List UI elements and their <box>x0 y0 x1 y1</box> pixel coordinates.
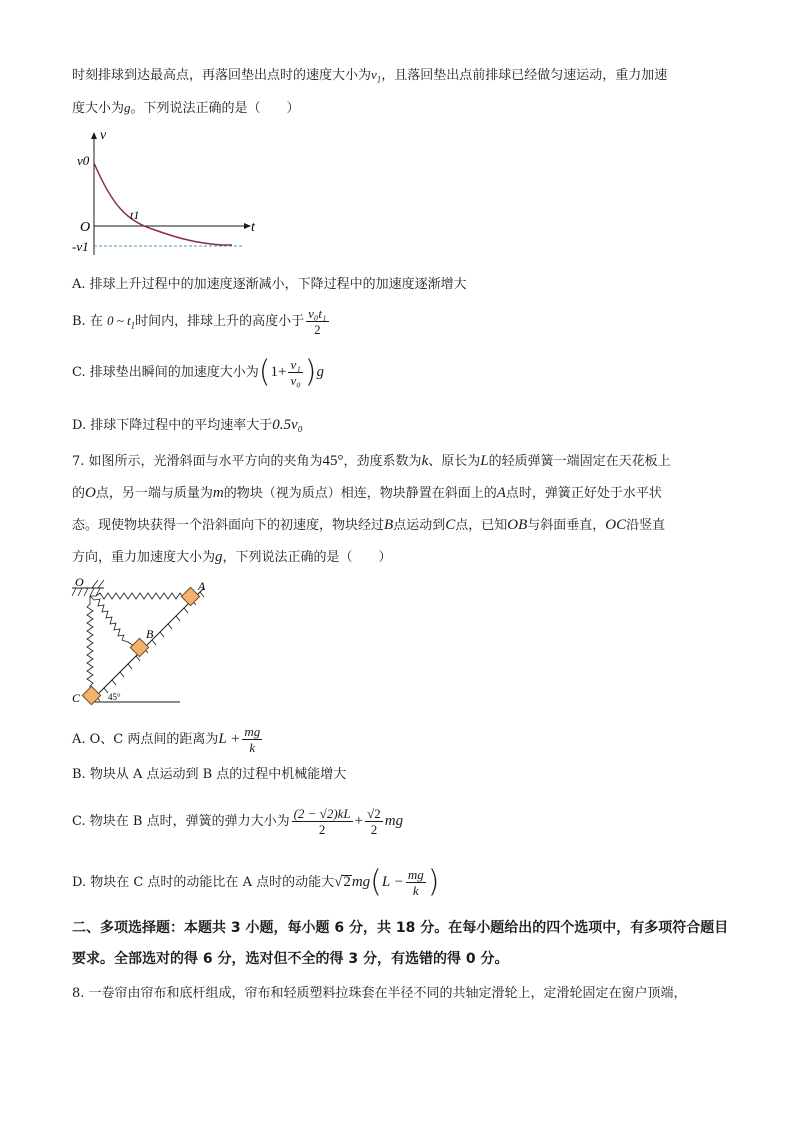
q7-stem-line-2: 的O点，另一端与质量为m的物块（视为质点）相连，物块静置在斜面上的A点时，弹簧正好处于水平状 <box>72 485 662 501</box>
q6-option-a: A. 排球上升过程中的加速度逐渐减小，下降过程中的加速度逐渐增大 <box>72 277 467 292</box>
fraction-v0t1-over-2: $\frac{\text{v₀t₁}}{2}$ <box>308 306 327 337</box>
q7-stem-line-4: 方向，重力加速度大小为g，下列说法正确的是（ ） <box>72 549 392 565</box>
v-axis-label: v <box>100 128 107 143</box>
t-axis-label: t <box>251 220 255 235</box>
block-b <box>130 638 148 656</box>
q6-option-c: C. 排球垫出瞬间的加速度大小为(1+ $\frac{\text{v₁}}{\text{v₀}}$ )g <box>72 354 324 390</box>
angle-label: 45° <box>108 692 121 702</box>
spring-oc <box>87 596 93 690</box>
spring-ob <box>90 596 134 646</box>
label-c: C <box>72 691 81 705</box>
q6-option-d: D. 排球下降过程中的平均速率大于0.5v₀ <box>72 417 303 433</box>
q8-stem-line-1: 8. 一卷帘由帘布和底杆组成，帘布和轻质塑料拉珠套在半径不同的共轴定滑轮上，定滑轮固定在窗户顶端， <box>72 986 687 1001</box>
incline <box>90 588 204 702</box>
q6-option-b: B. 在 0 ~ $t_1$时间内，排球上升的高度小于 $\frac{\text{v₀t₁}}{2}$ <box>72 306 327 337</box>
q6-vt-graph <box>72 125 262 260</box>
t1-label: t1 <box>130 208 140 222</box>
q7-option-c: C. 物块在 B 点时，弹簧的弹力大小为 $\frac{(2 - √2)kL}{2}$ + $\frac{√2}{2}$ mg <box>72 806 404 837</box>
v0-label: v0 <box>77 153 90 168</box>
label-b: B <box>146 627 154 641</box>
block-a <box>181 587 199 605</box>
neg-v1-label: -v1 <box>72 239 89 254</box>
q7-option-d: D. 物块在 C 点时的动能比在 A 点时的动能大√2mg(L − $\frac{mg}{k}$ ) <box>72 864 440 900</box>
q7-stem-line-1: 7. 如图所示，光滑斜面与水平方向的夹角为45°，劲度系数为k、原长为L的轻质弹簧一端固定在天花板上 <box>72 453 671 469</box>
origin-label: O <box>80 220 91 235</box>
v1-var: v <box>371 67 377 82</box>
section-2-heading: 二、多项选择题：本题共 3 小题，每小题 6 分，共 18 分。在每小题给出的四个选项中，有多项符合题目要求。全部选对的得 6 分，选对但不全的得 3 分，有选错的得 0 分。 <box>72 920 729 967</box>
q7-incline-figure <box>70 574 220 719</box>
q7-option-a: A. O、C 两点间的距离为L + $\frac{mg}{k}$ <box>72 724 261 755</box>
velocity-curve <box>94 163 232 245</box>
label-o: O <box>75 575 84 589</box>
q6-stem-line-2: 度大小为g。下列说法正确的是（ ） <box>72 100 300 116</box>
spring-oa <box>90 593 192 599</box>
label-a: A <box>198 579 206 593</box>
q6-stem-line-1: 时刻排球到达最高点，再落回垫出点时的速度大小为$v_1$，且落回垫出点前排球已经做匀速运动，重力加速 <box>72 67 668 85</box>
incline-hatch <box>96 592 204 701</box>
q7-stem-line-3: 态。现使物块获得一个沿斜面向下的初速度，物块经过B点运动到C点，已知OB与斜面垂直，OC沿竖直 <box>72 517 666 533</box>
q7-option-b: B. 物块从 A 点运动到 B 点的过程中机械能增大 <box>72 767 347 782</box>
